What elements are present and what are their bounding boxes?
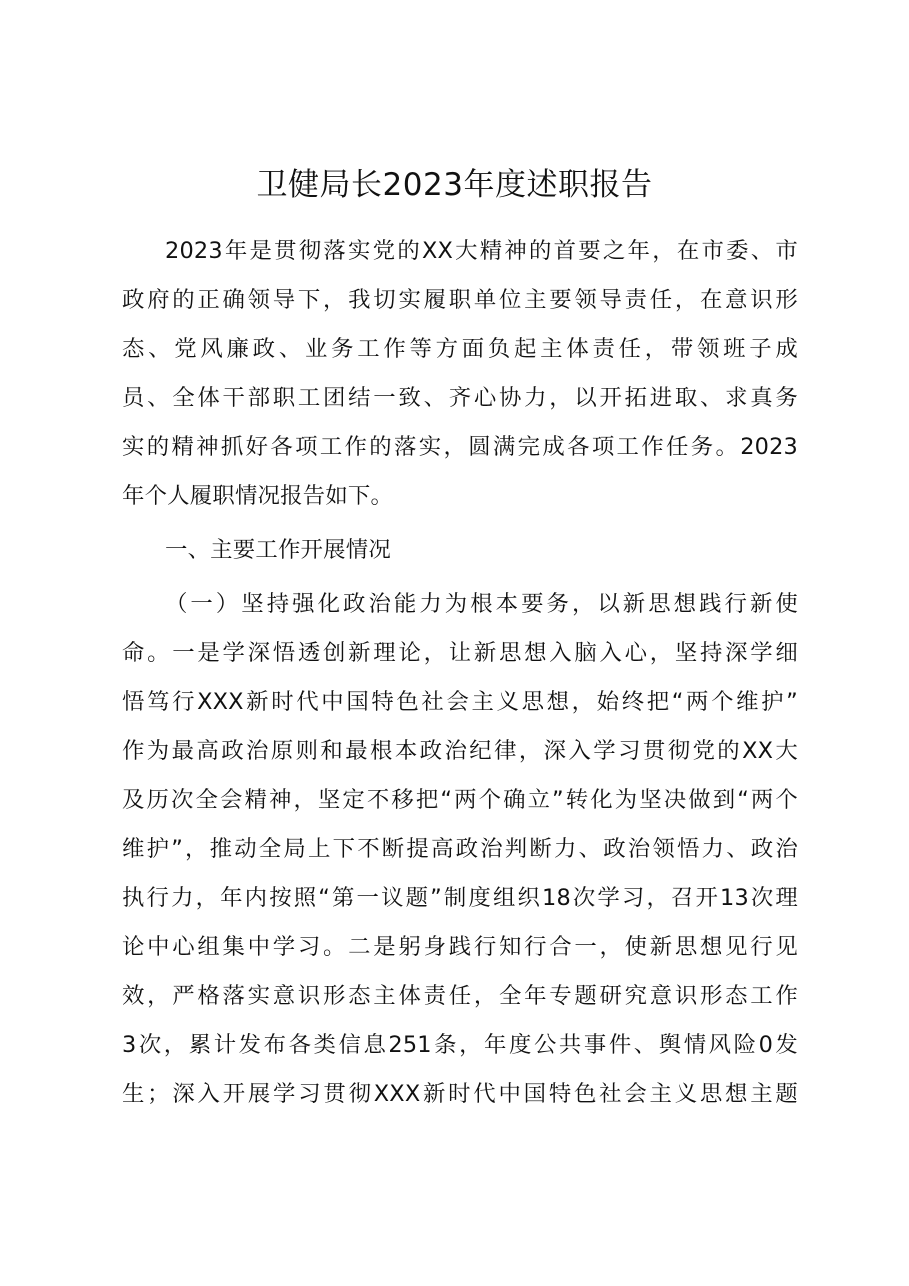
text-line: 政府的正确领导下，我切实履职单位主要领导责任，在意识形 [122,287,798,313]
text-line: 论中心组集中学习。二是躬身践行知行合一，使新思想见行见 [122,934,798,960]
text-line: 悟笃行XXX新时代中国特色社会主义思想，始终把“两个维护” [122,689,798,715]
text-line: 生；深入开展学习贯彻XXX新时代中国特色社会主义思想主题 [122,1081,798,1107]
text-line: 员、全体干部职工团结一致、齐心协力，以开拓进取、求真务 [122,385,798,411]
heading-line: 一、主要工作开展情况 [165,537,391,563]
section-heading [122,526,798,575]
paragraph-section-1 [122,580,798,1119]
text-line: 态、党风廉政、业务工作等方面负起主体责任，带领班子成 [122,336,798,362]
document-title: 卫健局长2023年度述职报告 [256,167,653,203]
text-line: 作为最高政治原则和最根本政治纪律，深入学习贯彻党的XX大 [122,738,798,764]
text-line: 执行力，年内按照“第一议题”制度组织18次学习，召开13次理 [122,885,798,911]
text-line: （一）坚持强化政治能力为根本要务，以新思想践行新使 [165,591,798,617]
text-line: 2023年是贯彻落实党的XX大精神的首要之年，在市委、市 [165,238,798,264]
text-line: 维护”，推动全局上下不断提高政治判断力、政治领悟力、政治 [122,836,798,862]
text-line: 3次，累计发布各类信息251条，年度公共事件、舆情风险0发 [122,1032,798,1058]
text-line: 实的精神抓好各项工作的落实，圆满完成各项工作任务。2023 [122,434,798,460]
text-line: 命。一是学深悟透创新理论，让新思想入脑入心，坚持深学细 [122,640,798,666]
text-line: 及历次全会精神，坚定不移把“两个确立”转化为坚决做到“两个 [122,787,798,813]
paragraph-intro [122,227,798,521]
text-line: 效，严格落实意识形态主体责任，全年专题研究意识形态工作 [122,983,798,1009]
document-body [122,227,798,1119]
text-line: 年个人履职情况报告如下。 [122,483,394,509]
